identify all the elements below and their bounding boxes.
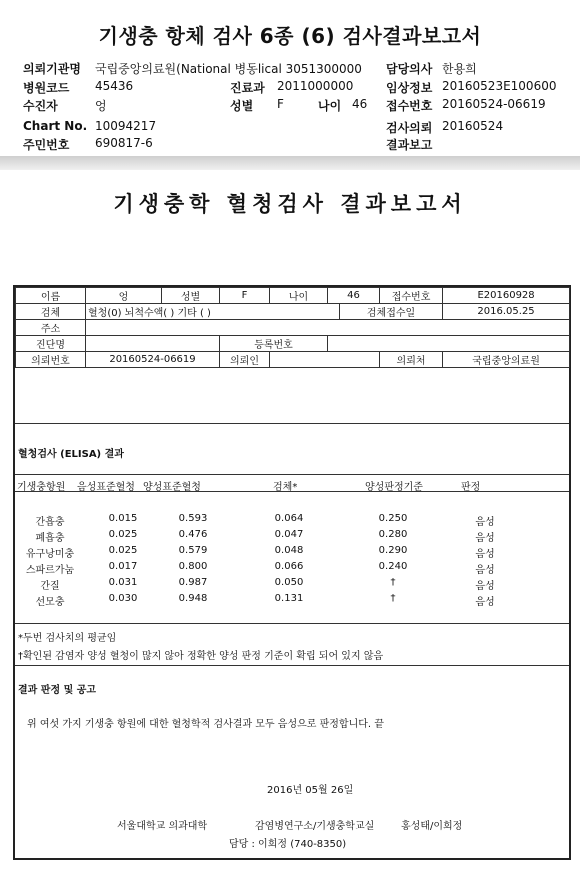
resident-no-label: 주민번호 [23,138,70,152]
age-label: 나이 [270,288,328,304]
result-neg: 0.030 [108,593,138,604]
result-row [15,513,569,527]
result-judgement: 음성 [475,517,495,528]
result-row [15,577,569,591]
result-pos: 0.579 [178,545,208,556]
result-antigen: 유구낭미충 [25,549,75,560]
result-judgement: 음성 [475,549,495,560]
col-sample: 검체* [273,482,298,493]
result-sample: 0.048 [274,545,304,556]
result-sample: 0.064 [274,513,304,524]
result-cutoff: 0.280 [378,529,408,540]
name-label: 이름 [16,288,86,304]
divider [15,474,569,475]
result-pos: 0.987 [178,577,208,588]
address-value [86,320,570,336]
requester-org-value: 국립중앙의료원 [443,352,570,368]
col-cutoff: 양성판정기준 [365,482,423,493]
sex-label: 성별 [230,99,254,113]
doctor-value: 한용희 [442,62,477,76]
address-label: 주소 [16,320,86,336]
result-pos: 0.800 [178,561,208,572]
requester-label: 의뢰인 [220,352,270,368]
registration-label: 등록번호 [220,336,328,352]
age-value: 46 [328,288,380,304]
result-cutoff: † [390,593,396,604]
hospital-code-label: 병원코드 [23,81,70,95]
result-pos: 0.593 [178,513,208,524]
report-date: 2016년 05월 26일 [267,785,354,796]
specimen-label: 검체 [16,304,86,320]
contact-info: 담당 : 이희정 (740-8350) [229,839,347,850]
result-judgement: 음성 [475,533,495,544]
result-sample: 0.131 [274,593,304,604]
footnote-dagger: †확인된 감염자 양성 혈청이 많지 않아 정확한 양성 판정 기준이 확립 되어 있지 않음 [18,651,384,662]
result-judgement: 음성 [475,581,495,592]
result-judgement: 음성 [475,597,495,608]
result-neg: 0.031 [108,577,138,588]
patient-info-table [15,287,570,368]
result-antigen: 간흡충 [35,517,65,528]
elisa-section-title: 혈청검사 (ELISA) 결과 [18,449,124,460]
patient-label: 수진자 [23,99,58,113]
request-no-value: 20160524-06619 [86,352,220,368]
dept-label: 진료과 [230,81,265,95]
signature-people: 홍성태/이희정 [401,821,463,832]
name-value: 엉 [86,288,162,304]
clinical-label: 임상정보 [386,81,433,95]
report-label: 결과보고 [386,138,433,152]
chart-no-value: 10094217 [95,119,157,133]
hospital-label: 의뢰기관명 [23,62,81,76]
receipt-label: 접수번호 [380,288,443,304]
result-sample: 0.066 [274,561,304,572]
result-cutoff: † [390,577,396,588]
signature-org: 서울대학교 의과대학 [117,821,208,832]
result-neg: 0.025 [108,545,138,556]
footnote-average: *두번 검사치의 평균임 [18,633,117,644]
patient-value: 엉 [95,99,107,113]
sex-value: F [277,97,284,111]
result-sample: 0.047 [274,529,304,540]
result-antigen: 스파르가눔 [25,565,75,576]
result-row [15,593,569,607]
result-antigen: 선모충 [35,597,65,608]
resident-no-value: 690817-6 [95,136,153,150]
result-neg: 0.015 [108,513,138,524]
result-row [15,529,569,543]
request-date-value: 20160524 [442,119,504,133]
divider [15,423,569,424]
sex-label: 성별 [162,288,220,304]
col-antigen: 기생충항원 [17,482,66,493]
request-date-label: 검사의뢰 [386,121,433,135]
receipt-value: 20160524-06619 [442,97,546,111]
header-row-3 [0,97,580,115]
conclusion-text: 위 여섯 가지 기생충 항원에 대한 혈청학적 검사결과 모두 음성으로 판정합니다. 끝 [27,719,384,730]
dept-value: 2011000000 [277,79,354,93]
divider [15,623,569,624]
chart-no-label: Chart No. [23,119,88,133]
conclusion-title: 결과 판정 및 공고 [18,685,97,696]
result-cutoff: 0.290 [378,545,408,556]
result-pos: 0.948 [178,593,208,604]
specimen-date-label: 검체접수일 [340,304,443,320]
col-judgement: 판정 [461,482,481,493]
hospital-value: 국립중앙의료원(National 병동lical 3051300000 [95,62,362,76]
result-sample: 0.050 [274,577,304,588]
diagnosis-value [86,336,220,352]
result-neg: 0.025 [108,529,138,540]
receipt-label: 접수번호 [386,99,433,113]
registration-value [328,336,570,352]
specimen-value: 혈청(0) 뇌척수액( ) 기타 ( ) [86,304,340,320]
requester-org-label: 의뢰처 [380,352,443,368]
result-judgement: 음성 [475,565,495,576]
divider [15,491,569,492]
header-row-4 [0,119,580,137]
result-neg: 0.017 [108,561,138,572]
header-row-5 [0,136,580,154]
age-value: 46 [352,97,368,111]
page-divider [0,156,580,170]
signature-lab: 감염병연구소/기생충학교실 [255,821,375,832]
doctor-label: 담당의사 [386,62,433,76]
col-positive: 양성표준혈청 [143,482,201,493]
report-title: 기생충학 혈청검사 결과보고서 [113,191,467,216]
hospital-code-value: 45436 [95,79,134,93]
document-title: 기생충 항체 검사 6종 (6) 검사결과보고서 [98,24,482,48]
header-row-1 [0,60,580,78]
result-cutoff: 0.240 [378,561,408,572]
age-label: 나이 [318,99,342,113]
result-antigen: 폐흡충 [35,533,65,544]
sex-value: F [220,288,270,304]
report-frame [13,285,571,860]
col-negative: 음성표준혈청 [77,482,135,493]
specimen-date-value: 2016.05.25 [443,304,570,320]
clinical-value: 20160523E100600 [442,79,557,93]
diagnosis-label: 진단명 [16,336,86,352]
result-cutoff: 0.250 [378,513,408,524]
header-row-2 [0,79,580,97]
divider [15,665,569,666]
result-row [15,561,569,575]
result-row [15,545,569,559]
result-antigen: 간질 [40,581,60,592]
result-pos: 0.476 [178,529,208,540]
request-no-label: 의뢰번호 [16,352,86,368]
receipt-value: E20160928 [443,288,570,304]
requester-value [270,352,380,368]
